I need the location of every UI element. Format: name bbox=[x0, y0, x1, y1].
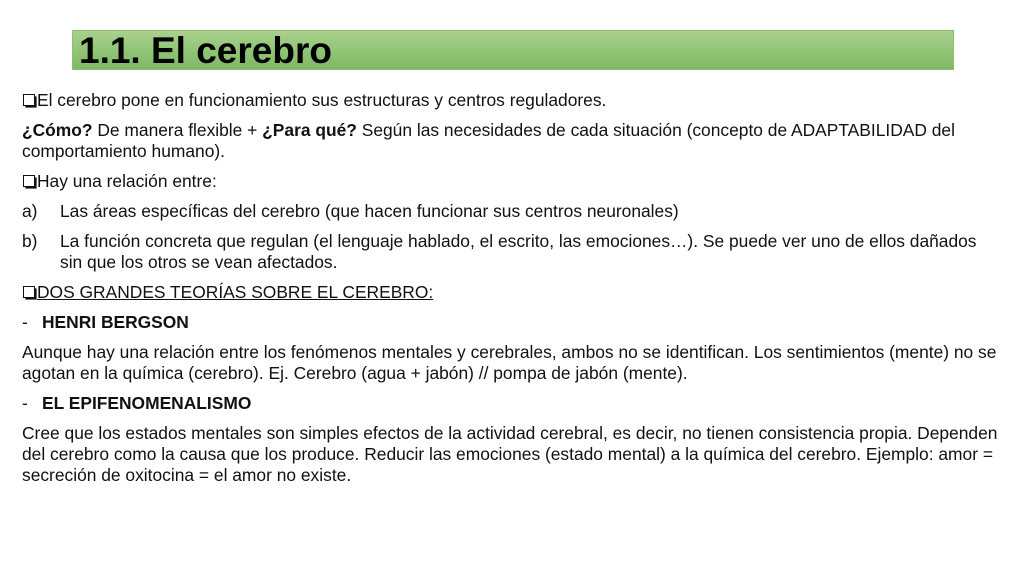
slide-content bbox=[22, 90, 1002, 495]
title-bar bbox=[72, 30, 954, 70]
bullet-text: Hay una relación entre: bbox=[37, 171, 217, 191]
checkbox-square-icon bbox=[23, 94, 35, 106]
theory-text-bergson: Aunque hay una relación entre los fenómenos mentales y cerebrales, ambos no se identifican. Los sentimientos (mente) no se agotan en la química (cerebro). Ej. Cerebro (agua + jabón) // pompa de jabón (mente). bbox=[22, 342, 997, 383]
list-item bbox=[22, 231, 1002, 273]
bullet-item-teorias bbox=[22, 282, 1002, 303]
list-item-text: La función concreta que regulan (el lenguaje hablado, el escrito, las emociones…). Se puede ver uno de ellos dañados sin que los otros se vean afectados. bbox=[60, 231, 977, 272]
list-item-label: a) bbox=[22, 201, 38, 221]
list-item-label: b) bbox=[22, 231, 38, 251]
bullet-text: DOS GRANDES TEORÍAS SOBRE EL CEREBRO: bbox=[37, 282, 434, 302]
answer-para-que: Según las necesidades de cada situación (concepto de ADAPTABILIDAD del comportamiento humano). bbox=[22, 120, 955, 161]
bullet-item-cerebro bbox=[22, 90, 1002, 111]
bullet-text: El cerebro pone en funcionamiento sus estructuras y centros reguladores. bbox=[37, 90, 607, 110]
theory-heading-bergson bbox=[22, 312, 1002, 333]
dash-marker: - bbox=[22, 393, 28, 413]
bullet-item-relacion bbox=[22, 171, 1002, 192]
theory-name: EL EPIFENOMENALISMO bbox=[42, 393, 252, 413]
theory-name: HENRI BERGSON bbox=[42, 312, 189, 332]
answer-como: De manera flexible + bbox=[92, 120, 263, 140]
slide-title: 1.1. El cerebro bbox=[79, 30, 332, 71]
theory-text-epifenomenalismo: Cree que los estados mentales son simples efectos de la actividad cerebral, es decir, no tienen consistencia propia. Dependen del cerebro como la causa que los produce. Reducir las emociones (estado mental) a la química del cerebro. Ejemplo: amor = secreción de oxitocina = el amor no existe. bbox=[22, 423, 998, 485]
question-para-que: ¿Para qué? bbox=[262, 120, 357, 140]
checkbox-square-icon bbox=[23, 175, 35, 187]
como-paragraph bbox=[22, 120, 1002, 162]
checkbox-square-icon bbox=[23, 286, 35, 298]
dash-marker: - bbox=[22, 312, 28, 332]
question-como: ¿Cómo? bbox=[22, 120, 93, 140]
list-item bbox=[22, 201, 1002, 222]
list-item-text: Las áreas específicas del cerebro (que hacen funcionar sus centros neuronales) bbox=[60, 201, 679, 221]
theory-heading-epifenomenalismo bbox=[22, 393, 1002, 414]
